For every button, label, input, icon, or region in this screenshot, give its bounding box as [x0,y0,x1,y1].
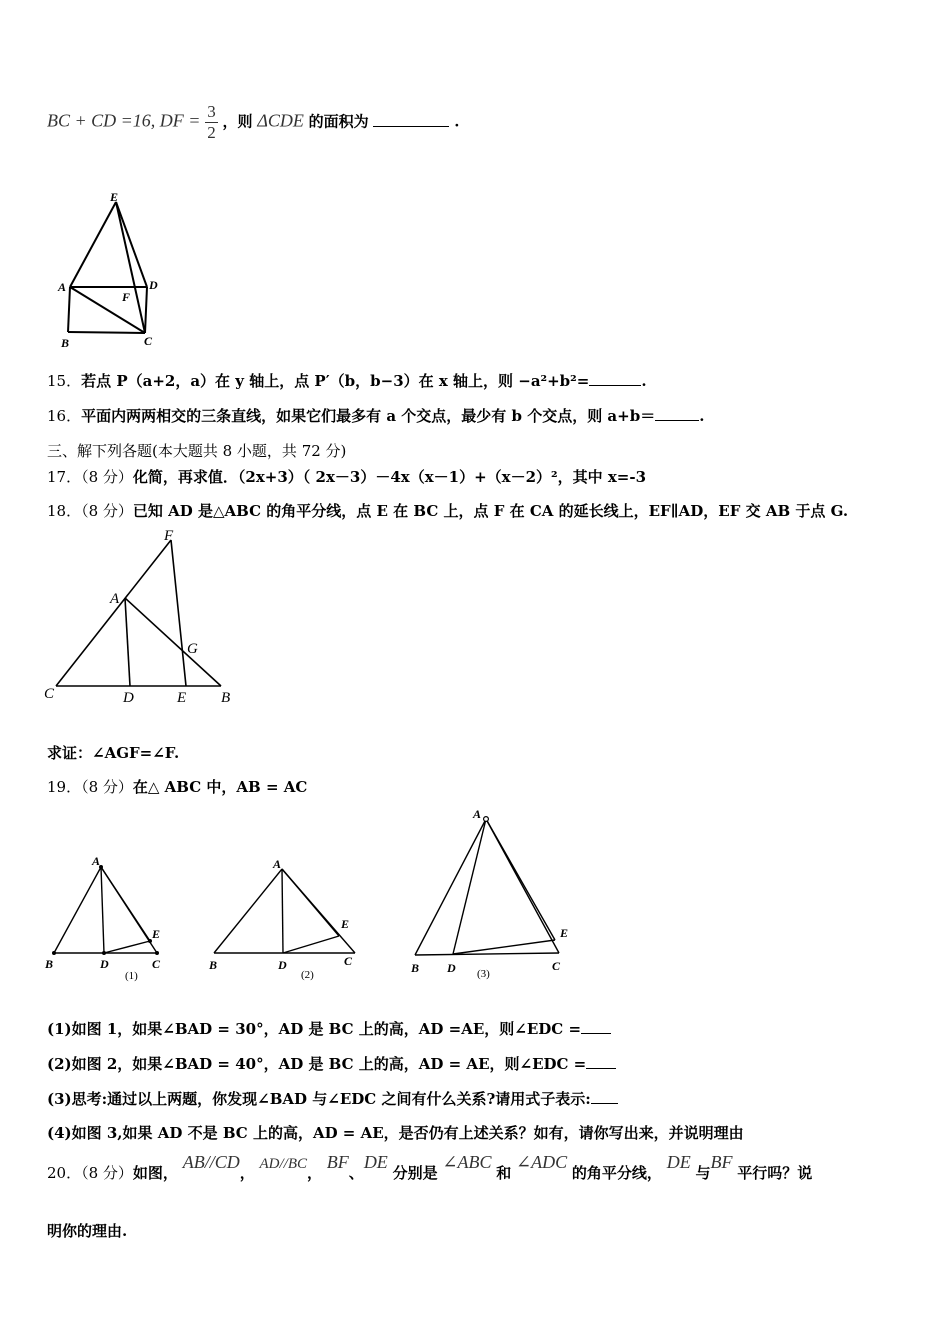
q20-m2: AD//BC [259,1156,307,1172]
q20-t4: 的角平分线， [571,1164,662,1182]
question-15 [47,370,647,391]
label-a: A [110,591,120,607]
question-17 [47,466,646,487]
edge-bc [68,332,145,333]
label-a: A [273,857,282,871]
q16-end: . [699,407,705,425]
question-19 [47,776,307,797]
fraction-three-halves [205,102,218,143]
segment-ab [125,598,221,686]
q15-number: 15． [47,372,82,390]
q15-end: . [641,372,647,390]
q17-text: 化简，再求值．（2x+3）（ 2x－3）－4x（x－1）+（x－2）²，其中 x=-3 [132,468,647,486]
q17-score: （8 分） [81,468,133,486]
label-b: B [61,336,70,350]
q14-end: . [454,112,460,131]
q19-part-1-text: (1)如图 1，如果∠BAD = 30°，AD 是 BC 上的高，AD =AE，则∠EDC = [47,1020,582,1038]
segment-ad [125,598,130,686]
q20-t1: 如图， [132,1164,178,1182]
edge-ea [70,202,116,287]
label-b: B [45,957,54,971]
label-d: D [447,961,456,975]
label-b: B [411,961,420,975]
label-d: D [100,957,109,971]
label-d: D [278,958,287,972]
q19-text: 在△ ABC 中，AB = AC [132,778,308,796]
q18-number: 18． [47,502,82,520]
caption-2: (2) [301,969,314,981]
label-c: C [152,957,161,971]
q19-number: 19． [47,778,82,796]
q19-part-1-blank [581,1033,611,1034]
fraction-denominator: 2 [207,123,216,142]
label-a: A [473,807,482,821]
q16-number: 16． [47,407,82,425]
label-b: B [209,958,218,972]
label-d: D [123,690,134,706]
q20-sep1: ， [239,1164,255,1182]
q20-t6: 平行吗？说 [737,1164,813,1182]
question-16 [47,405,704,426]
label-c: C [144,334,153,348]
edge-dc [145,287,147,333]
label-c: C [552,959,561,973]
q14-tail [47,102,459,143]
q16-answer-blank [655,420,699,421]
q19-part-3-text: (3)思考:通过以上两题，你发现∠BAD 与∠EDC 之间有什么关系?请用式子表示: [47,1090,591,1108]
section-3-heading: 三、解下列各题(本大题共 8 小题，共 72 分) [47,442,347,460]
q20-m5: ∠ABC [442,1152,492,1172]
question-18 [47,500,848,521]
label-c: C [344,954,353,968]
q19-part-4: (4)如图 3,如果 AD 不是 BC 上的高，AD = AE，是否仍有上述关系？如有，请你写出来，并说明理由 [47,1124,744,1142]
q17-number: 17． [47,468,82,486]
q20-line-2: 明你的理由. [47,1222,128,1240]
question-20 [47,1152,813,1183]
q15-answer-blank [589,385,641,386]
figure-q18 [40,525,240,705]
label-f: F [164,528,174,544]
label-f: F [122,290,131,304]
label-a: A [58,280,67,294]
q18-prove: 求证：∠AGF=∠F. [47,744,180,762]
q19-part-1 [47,1018,611,1039]
q20-sep3: 、 [348,1164,364,1182]
label-e: E [110,190,119,204]
q15-text: 若点 P（a+2，a）在 y 轴上，点 P′（b，b−3）在 x 轴上，则 −a²+b²= [81,372,590,390]
q20-m4: DE [363,1152,388,1172]
q14-text2: 的面积为 [308,112,369,131]
label-b: B [221,690,231,706]
q19-part-3-blank [591,1103,618,1104]
label-e: E [152,927,161,941]
q20-m3: BF [326,1152,349,1172]
label-e: E [177,690,187,706]
q18-score: （8 分） [81,502,133,520]
q16-text: 平面内两两相交的三条直线，如果它们最多有 a 个交点，最少有 b 个交点，则 a+b＝ [81,407,656,425]
figure-q19-2 [205,850,365,990]
figure-q19-1 [40,850,170,990]
q20-t3: 和 [496,1164,512,1182]
q20-m1: AB//CD [182,1152,240,1172]
label-e: E [560,926,569,940]
q18-text: 已知 AD 是△ABC 的角平分线，点 E 在 BC 上，点 F 在 CA 的延长线上，EF∥AD，EF 交 AB 于点 G. [132,502,849,520]
q19-part-3 [47,1088,618,1109]
fraction-numerator: 3 [207,102,216,121]
edge-ac [70,287,145,333]
q20-score: （8 分） [81,1164,133,1182]
q14-answer-blank [373,126,449,127]
q19-part-2-text: (2)如图 2，如果∠BAD = 40°，AD 是 BC 上的高，AD = AE，则∠EDC = [47,1055,587,1073]
q20-sep2: ， [307,1164,323,1182]
q20-m6: ∠ADC [516,1152,568,1172]
q14-text1: ，则 [222,112,253,131]
segment-fe [171,540,186,686]
q20-number: 20． [47,1164,82,1182]
caption-3: (3) [477,968,490,980]
q14-triangle: ΔCDE [257,110,304,131]
q20-t5: 与 [695,1164,711,1182]
label-g: G [187,641,198,657]
q19-part-2 [47,1053,616,1074]
label-e: E [341,917,350,931]
q19-score: （8 分） [81,778,133,796]
segment-cf [56,540,171,686]
q14-formula: BC + CD =16, DF = [47,110,201,131]
edge-ab [68,287,70,332]
figure-q19-3 [405,800,585,980]
q20-t2: 分别是 [392,1164,438,1182]
q19-part-2-blank [586,1068,616,1069]
caption-1: (1) [125,970,138,982]
label-c: C [44,686,55,702]
label-a: A [92,854,101,868]
figure-q14 [50,185,180,355]
q20-m7: DE [666,1152,691,1172]
label-d: D [149,278,158,292]
q20-m8: BF [710,1152,733,1172]
